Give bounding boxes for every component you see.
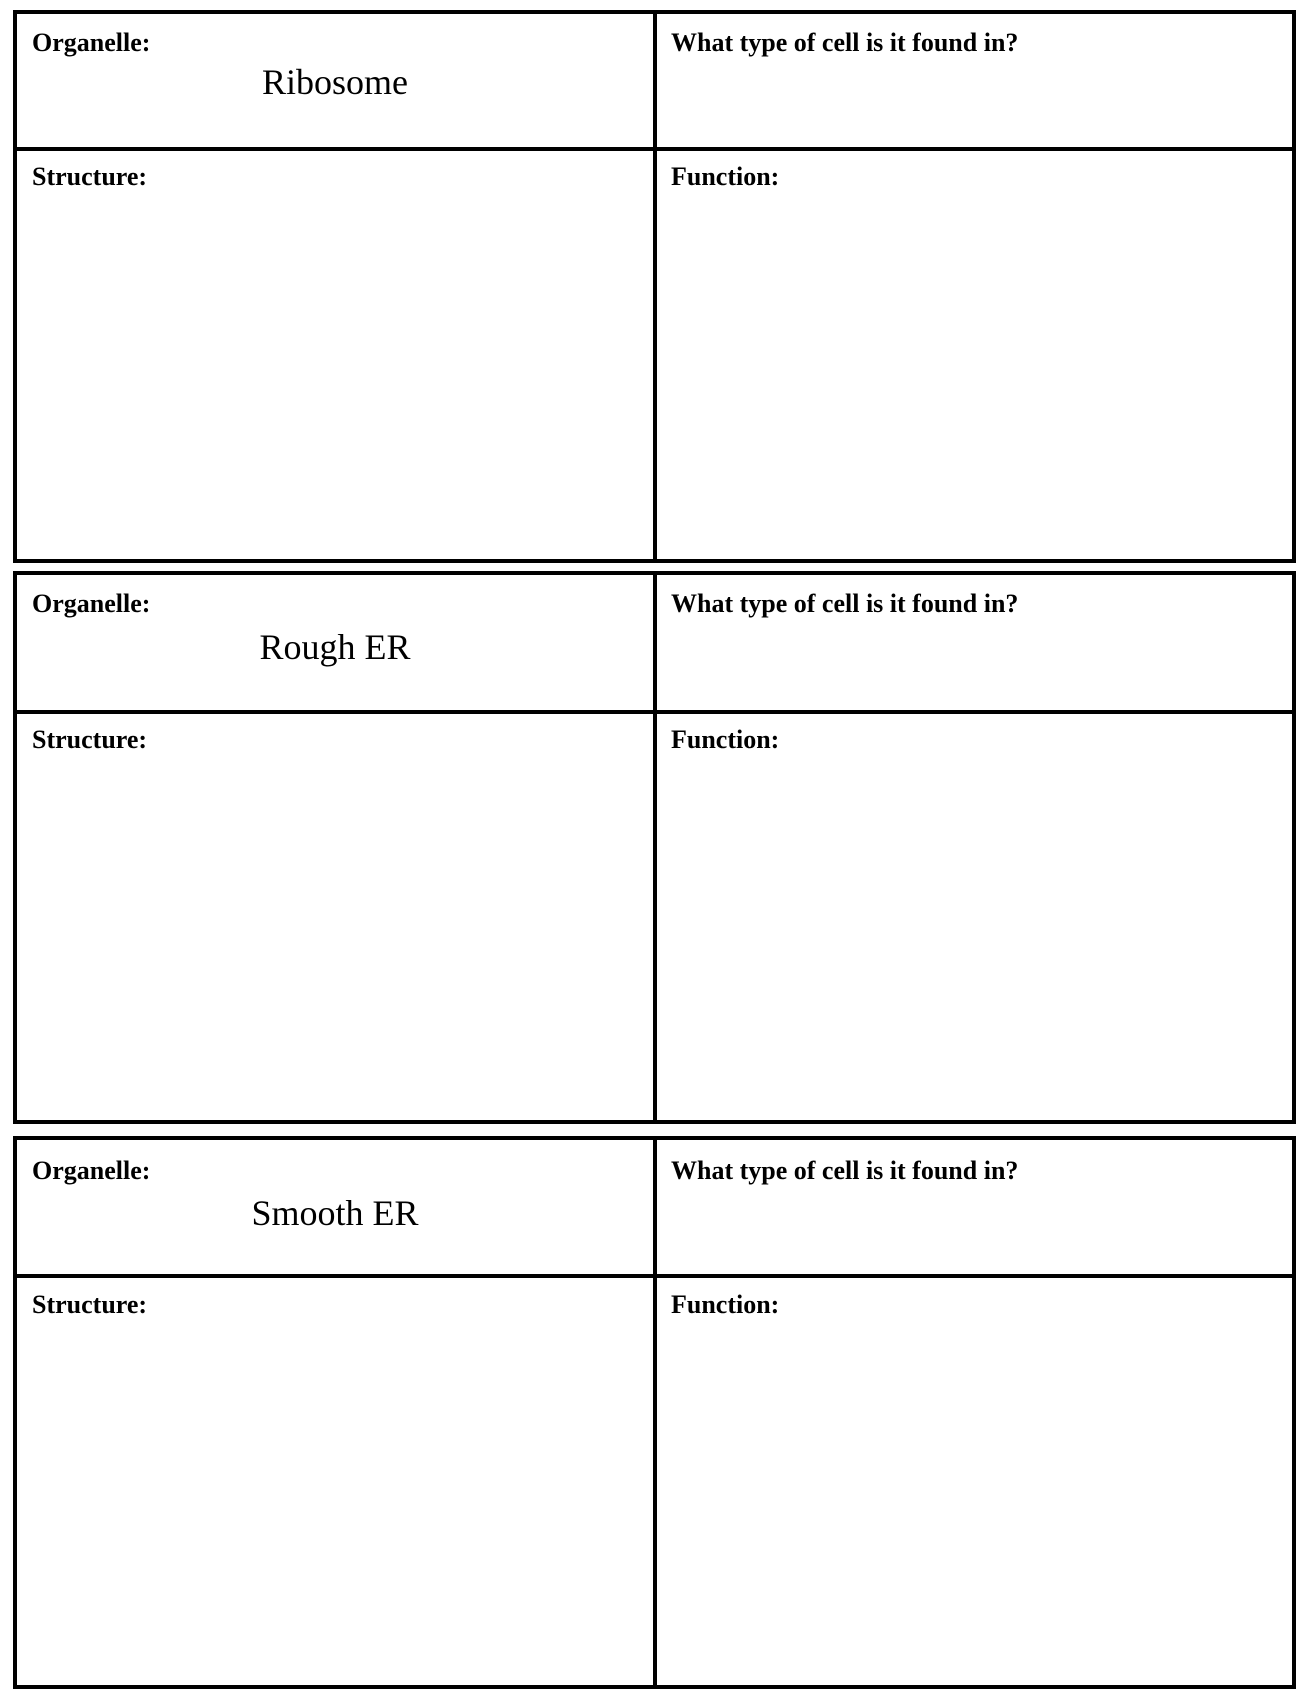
organelle-card-rough-er xyxy=(13,571,1296,1124)
function-answer-area[interactable] xyxy=(657,1327,1292,1685)
cell-type-label: What type of cell is it found in? xyxy=(671,28,1019,57)
structure-label: Structure: xyxy=(32,725,148,754)
organelle-card-smooth-er xyxy=(13,1136,1296,1689)
function-answer-area[interactable] xyxy=(657,762,1292,1120)
organelle-name: Rough ER xyxy=(259,627,411,667)
organelle-name: Ribosome xyxy=(261,62,408,102)
function-label: Function: xyxy=(671,162,780,191)
organelle-label: Organelle: xyxy=(32,589,151,618)
structure-answer-area[interactable] xyxy=(17,1327,653,1685)
cell-type-answer-area[interactable] xyxy=(657,1192,1292,1274)
organelle-card-ribosome xyxy=(13,10,1296,563)
function-answer-area[interactable] xyxy=(657,199,1292,559)
organelle-label: Organelle: xyxy=(32,1156,151,1185)
cell-type-answer-area[interactable] xyxy=(657,64,1292,147)
structure-label: Structure: xyxy=(32,1290,148,1319)
structure-answer-area[interactable] xyxy=(17,762,653,1120)
structure-label: Structure: xyxy=(32,162,148,191)
cell-type-answer-area[interactable] xyxy=(657,625,1292,710)
function-label: Function: xyxy=(671,1290,780,1319)
structure-answer-area[interactable] xyxy=(17,199,653,559)
organelle-name: Smooth ER xyxy=(251,1193,419,1233)
organelle-label: Organelle: xyxy=(32,28,151,57)
function-label: Function: xyxy=(671,725,780,754)
cell-type-label: What type of cell is it found in? xyxy=(671,589,1019,618)
cell-type-label: What type of cell is it found in? xyxy=(671,1156,1019,1185)
